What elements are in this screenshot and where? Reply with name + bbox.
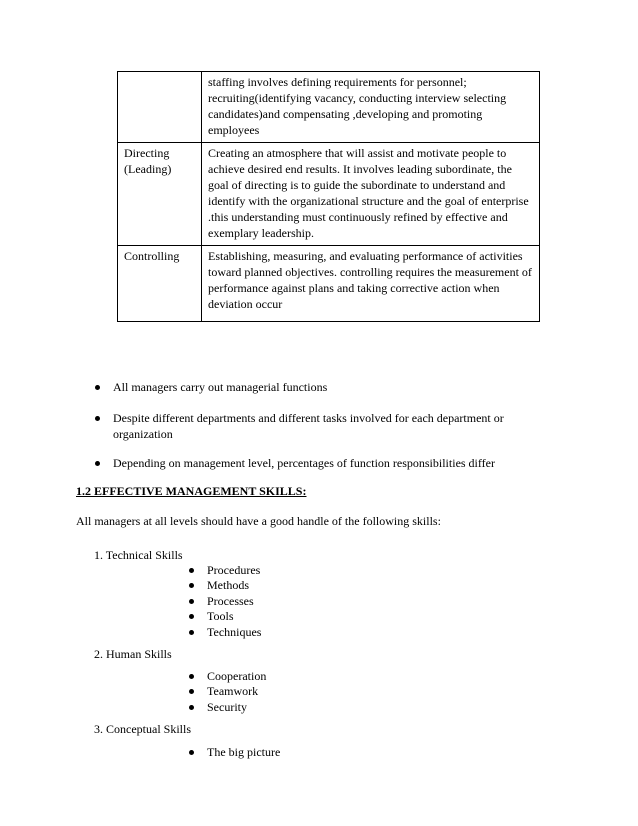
skill-item: Procedures: [207, 563, 261, 577]
skill-label: 1. Technical Skills: [94, 548, 183, 562]
skill-item: Methods: [207, 578, 249, 592]
skill-item: Security: [207, 700, 247, 714]
function-cell: Controlling: [118, 246, 202, 322]
skill-item: Tools: [207, 609, 234, 623]
bullet-icon: [189, 750, 194, 755]
function-cell: Directing (Leading): [118, 143, 202, 246]
function-cell: [118, 72, 202, 143]
skill-item: Cooperation: [207, 669, 267, 683]
bullet-icon: [189, 674, 194, 679]
table-row: [118, 72, 540, 143]
skill-label: 2. Human Skills: [94, 647, 172, 661]
bullet-text: Despite different departments and different tasks involved for each department or: [113, 411, 504, 425]
bullet-icon: [189, 599, 194, 604]
description-cell: staffing involves defining requirements for personnel; recruiting(identifying vacancy, conducting interview selecting candidates)and compensating ,developing and promoting employees: [202, 72, 540, 143]
section-intro: All managers at all levels should have a good handle of the following skills:: [76, 514, 441, 528]
bullet-icon: [189, 614, 194, 619]
description-cell: Establishing, measuring, and evaluating performance of activities toward planned objectives. controlling requires the measurement of performance against plans and taking corrective action when deviation occur: [202, 246, 540, 322]
bullet-text: Depending on management level, percentages of function responsibilities differ: [113, 456, 495, 470]
table-row: [118, 143, 540, 246]
skill-item: The big picture: [207, 745, 281, 759]
description-cell: Creating an atmosphere that will assist and motivate people to achieve desired end results. It involves leading subordinate, the goal of directing is to guide the subordinate to understand and identify with the organizational structure and the goal of enterprise .this understanding must continuously refined by effective and exemplary leadership.: [202, 143, 540, 246]
bullet-icon: [95, 416, 100, 421]
skill-label: 3. Conceptual Skills: [94, 722, 191, 736]
bullet-icon: [189, 705, 194, 710]
skill-item: Teamwork: [207, 684, 259, 698]
bullet-icon: [189, 689, 194, 694]
bullet-icon: [95, 385, 100, 390]
table-row: [118, 246, 540, 322]
management-functions-table: [117, 71, 540, 322]
bullet-icon: [189, 630, 194, 635]
bullet-icon: [189, 568, 194, 573]
skill-item: Techniques: [207, 625, 262, 639]
bullet-text: All managers carry out managerial functions: [113, 380, 328, 394]
section-heading: 1.2 EFFECTIVE MANAGEMENT SKILLS:: [76, 484, 307, 498]
bullet-icon: [95, 461, 100, 466]
bullet-text-continued: organization: [113, 427, 173, 441]
skill-item: Processes: [207, 594, 254, 608]
bullet-icon: [189, 583, 194, 588]
